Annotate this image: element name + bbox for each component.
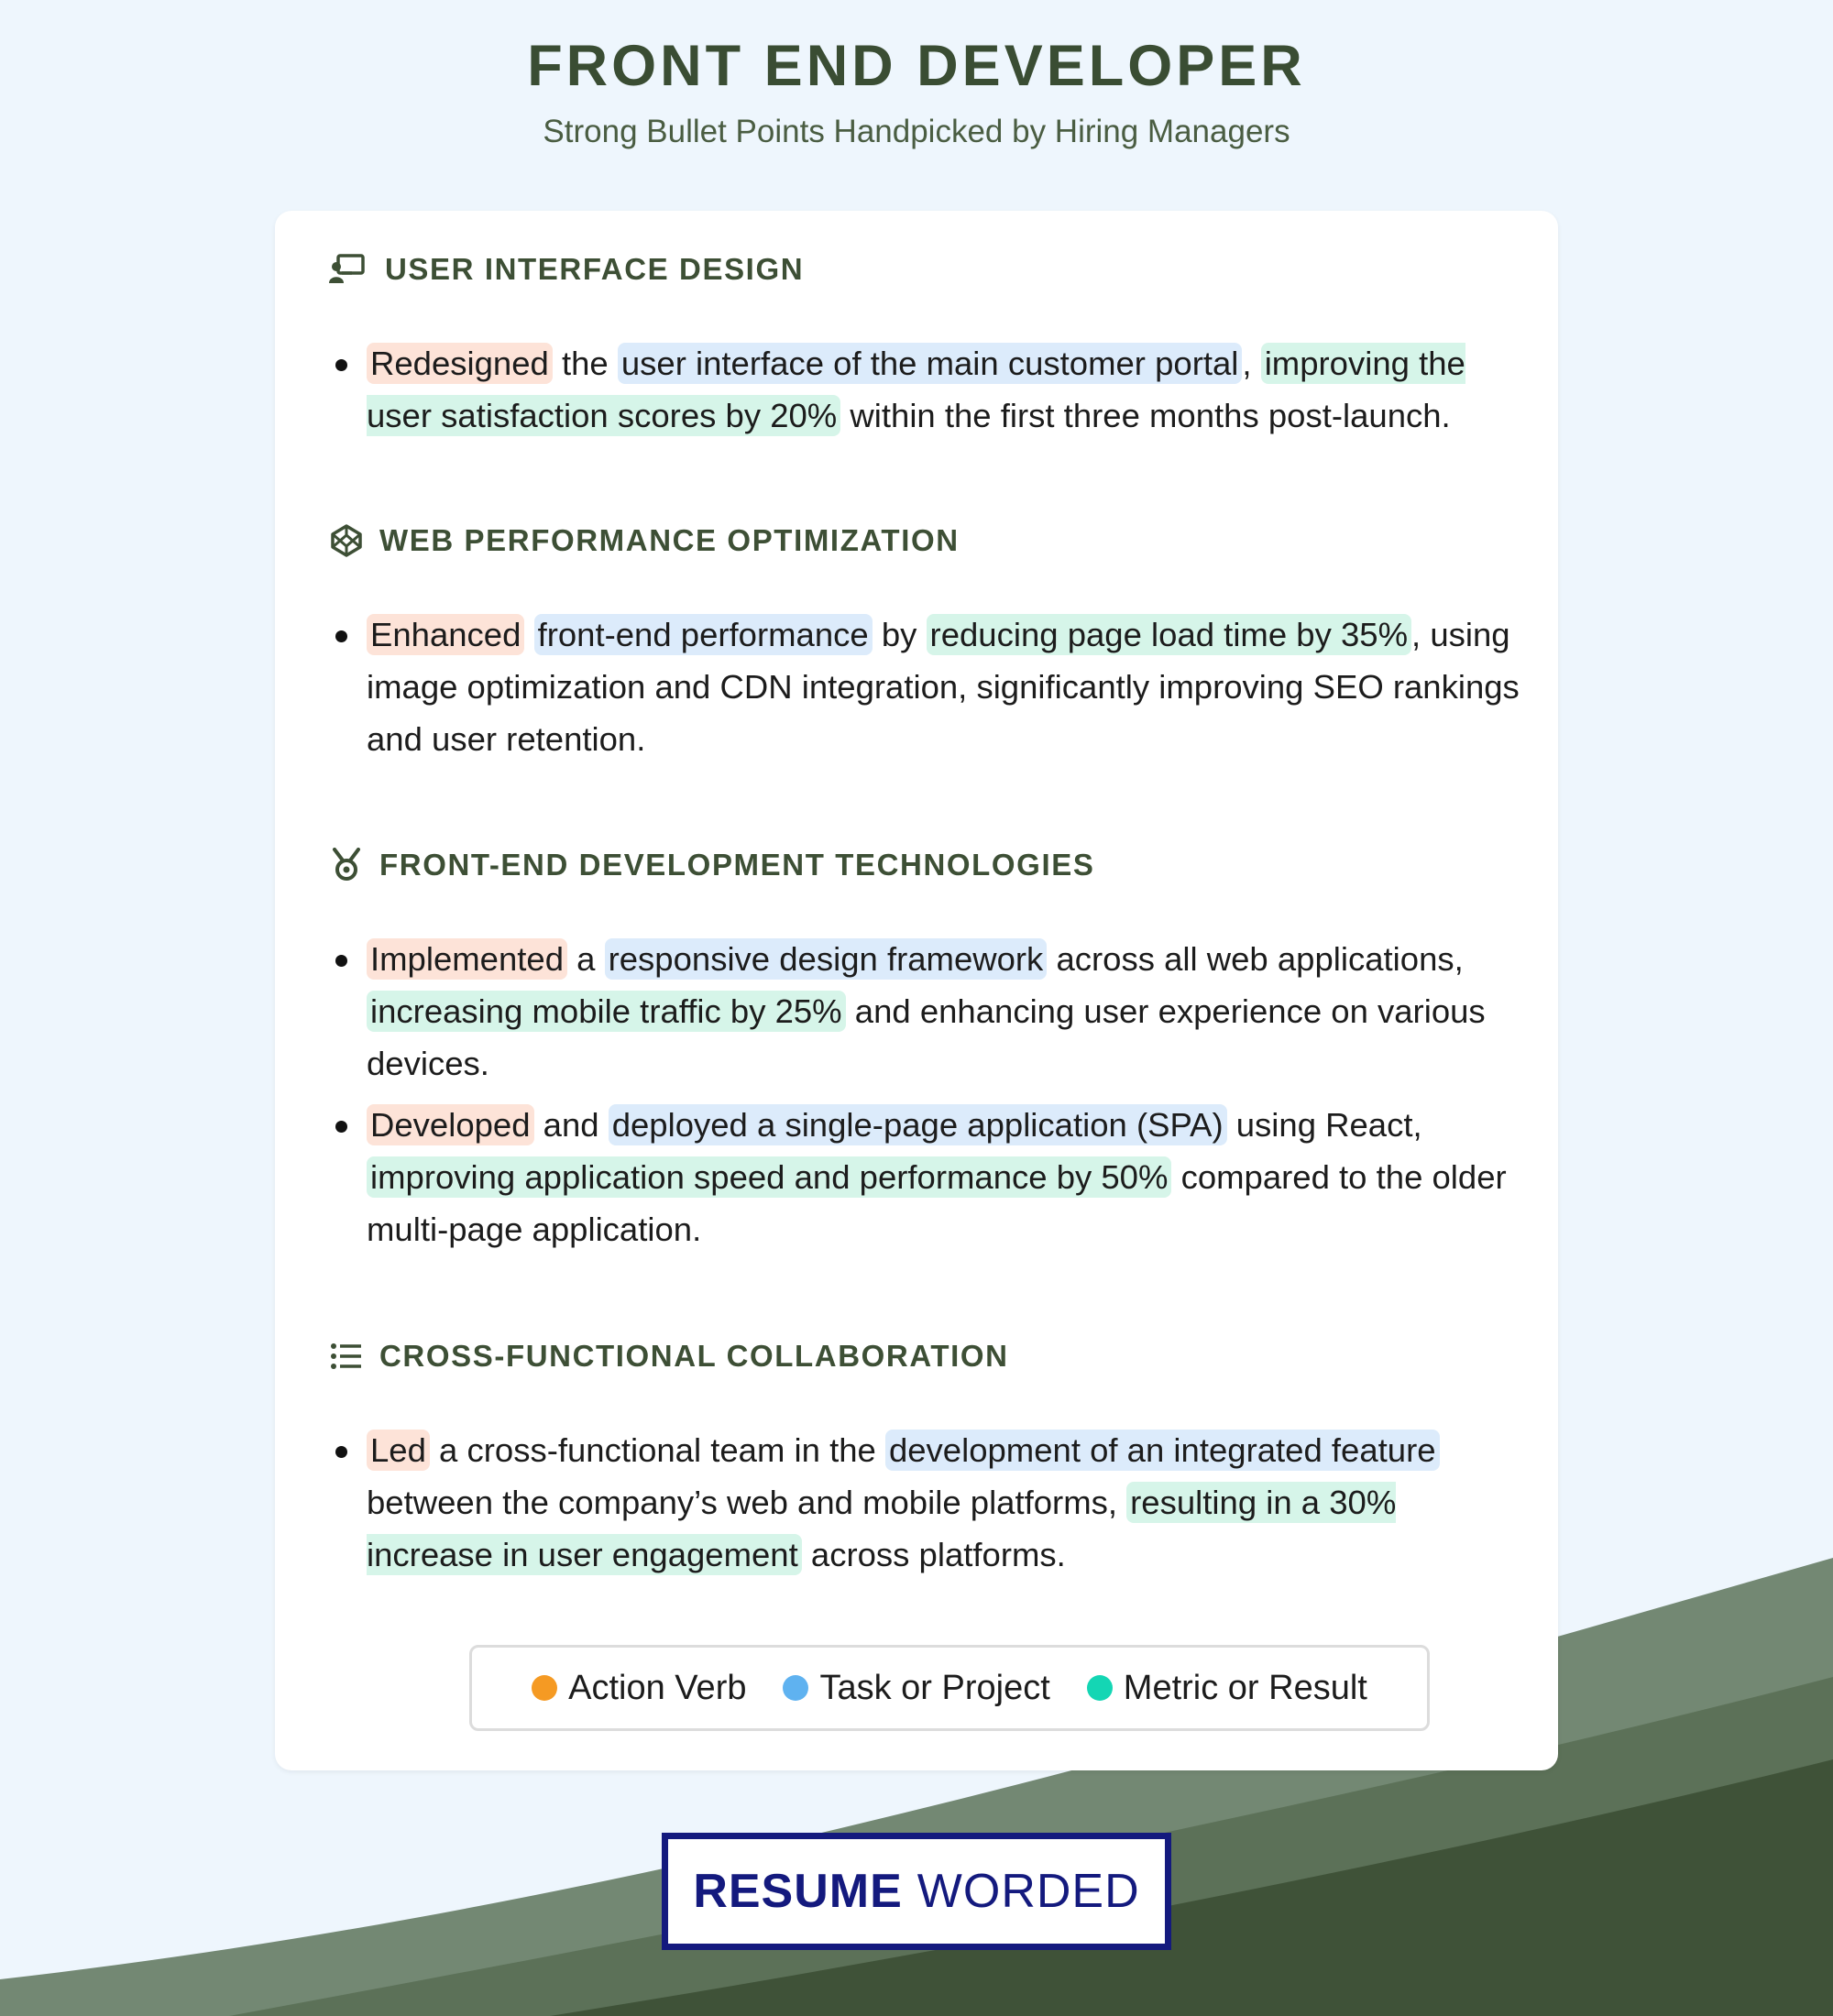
page-header bbox=[0, 31, 1833, 152]
section-heading-label: CROSS-FUNCTIONAL COLLABORATION bbox=[379, 1339, 1009, 1373]
legend-swatch-teal bbox=[1087, 1675, 1113, 1701]
task-highlight: responsive design framework bbox=[605, 938, 1048, 980]
metric-highlight: resulting in a 30% increase in user engagement bbox=[367, 1484, 1397, 1573]
legend-label: Task or Project bbox=[819, 1668, 1050, 1707]
bullet-text: and enhancing user experience on various devices. bbox=[367, 992, 1486, 1082]
bullet-text: and bbox=[533, 1106, 609, 1144]
legend-label: Metric or Result bbox=[1123, 1668, 1367, 1707]
logo-word-worded: WORDED bbox=[916, 1865, 1140, 1918]
action-verb-highlight: Implemented bbox=[367, 938, 567, 980]
task-highlight: deployed a single-page application (SPA) bbox=[609, 1104, 1227, 1145]
legend-item-action-verb bbox=[532, 1669, 746, 1708]
section-heading-web-performance-optimization bbox=[328, 522, 960, 559]
section-heading-user-interface-design bbox=[328, 251, 804, 288]
metric-highlight: improving application speed and performance by 50% bbox=[367, 1156, 1171, 1198]
bullet-text: between the company’s web and mobile platforms, bbox=[367, 1484, 1127, 1521]
action-verb-highlight: Led bbox=[367, 1430, 430, 1471]
bullet-text: by bbox=[872, 616, 927, 653]
page-title: FRONT END DEVELOPER bbox=[527, 34, 1306, 98]
section-heading-label: FRONT-END DEVELOPMENT TECHNOLOGIES bbox=[379, 848, 1095, 882]
section-heading-label: WEB PERFORMANCE OPTIMIZATION bbox=[379, 523, 960, 557]
metric-highlight: reducing page load time by 35% bbox=[927, 614, 1411, 655]
bullet-text: using React, bbox=[1226, 1106, 1422, 1144]
presenter-icon bbox=[328, 251, 365, 288]
task-highlight: user interface of the main customer portal bbox=[618, 343, 1243, 384]
bullet-text: the bbox=[552, 345, 618, 382]
bullet-item bbox=[335, 933, 1527, 1090]
section-heading-front-end-development-technologies bbox=[328, 847, 1094, 883]
bullet-text bbox=[524, 616, 533, 653]
bullet-item bbox=[335, 1424, 1527, 1581]
legend-item-metric-or-result bbox=[1087, 1669, 1367, 1708]
legend-item-task-or-project bbox=[783, 1669, 1049, 1708]
action-verb-highlight: Redesigned bbox=[367, 343, 553, 384]
section-heading-label: USER INTERFACE DESIGN bbox=[385, 252, 805, 286]
task-highlight: development of an integrated feature bbox=[885, 1430, 1440, 1471]
bullet-text: across all web applications, bbox=[1047, 940, 1464, 978]
page-subtitle: Strong Bullet Points Handpicked by Hiring Managers bbox=[543, 114, 1290, 149]
codepen-icon bbox=[328, 522, 365, 559]
action-verb-highlight: Developed bbox=[367, 1104, 534, 1145]
legend-label: Action Verb bbox=[568, 1668, 747, 1707]
bullet-points-card bbox=[275, 211, 1558, 1770]
bullet-text: a bbox=[567, 940, 605, 978]
section-heading-cross-functional-collaboration bbox=[328, 1338, 1009, 1375]
medal-icon bbox=[328, 847, 365, 883]
bullet-item bbox=[335, 608, 1527, 765]
bullet-text: across platforms. bbox=[801, 1536, 1066, 1573]
bullet-item bbox=[335, 337, 1527, 442]
bullet-text: compared to the older multi-page application. bbox=[367, 1158, 1507, 1248]
bullet-text: within the first three months post-launch. bbox=[840, 397, 1451, 434]
metric-highlight: increasing mobile traffic by 25% bbox=[367, 991, 846, 1032]
logo-word-resume: RESUME bbox=[693, 1865, 903, 1918]
bullet-item bbox=[335, 1099, 1527, 1255]
legend-swatch-blue bbox=[783, 1675, 808, 1701]
resume-worded-logo bbox=[662, 1833, 1171, 1950]
bullet-text: , bbox=[1242, 345, 1261, 382]
list-icon bbox=[328, 1338, 365, 1375]
action-verb-highlight: Enhanced bbox=[367, 614, 524, 655]
bullet-text: , using image optimization and CDN integration, significantly improving SEO rankings and user retention. bbox=[367, 616, 1520, 758]
highlight-legend bbox=[469, 1645, 1430, 1731]
metric-highlight: improving the user satisfaction scores by 20% bbox=[367, 345, 1465, 434]
task-highlight: front-end performance bbox=[534, 614, 873, 655]
bullet-text: a cross-functional team in the bbox=[429, 1431, 885, 1469]
legend-swatch-orange bbox=[532, 1675, 557, 1701]
